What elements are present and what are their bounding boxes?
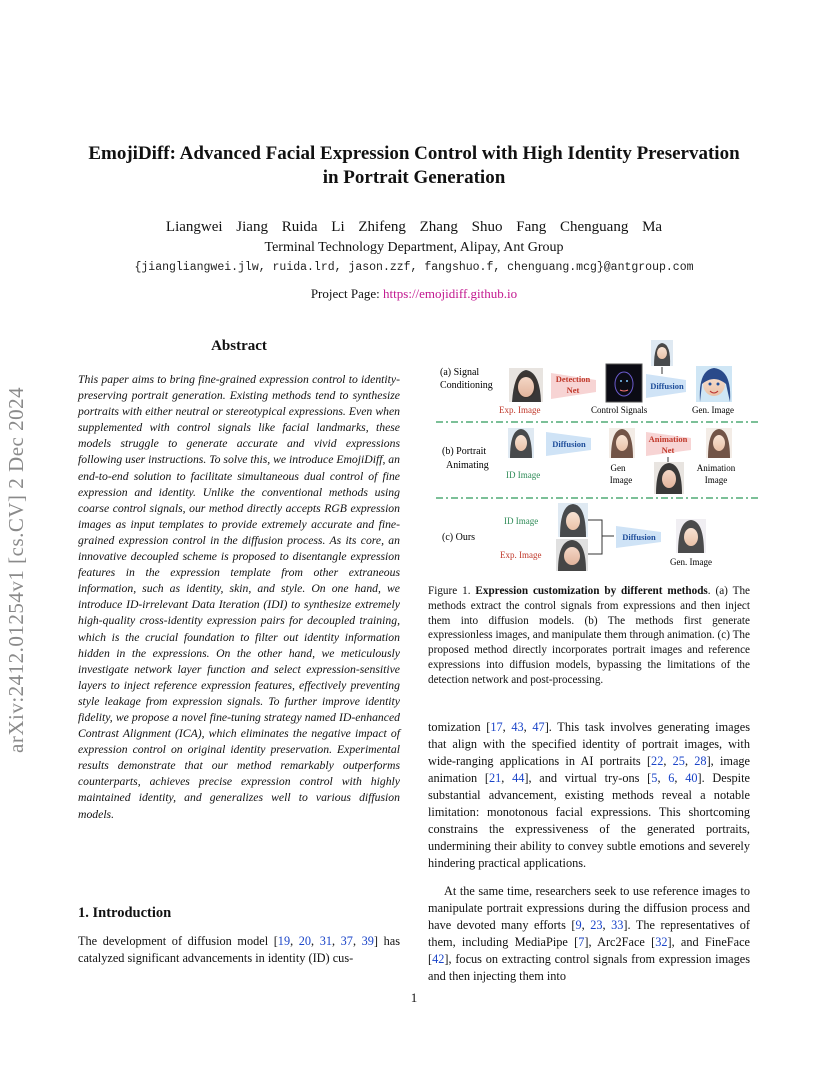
citation-link[interactable]: 25 (672, 754, 685, 768)
text-span: ], Arc2Face [ (584, 935, 656, 949)
cite-list: 9, 23, 33 (575, 918, 624, 932)
id-image-label-b: ID Image (506, 470, 541, 480)
exp-image-a (509, 368, 543, 402)
cite-list: 19, 20, 31, 37, 39 (277, 934, 374, 948)
gen-image-a (696, 366, 732, 402)
row-a-label-2: Conditioning (440, 380, 493, 391)
id-image-c (558, 503, 588, 537)
exp-image-c (556, 539, 588, 571)
title-line-1: EmojiDiff: Advanced Facial Expression Control with High Identity Preservation (88, 143, 740, 164)
row-c-label: (c) Ours (442, 532, 476, 543)
citation-link[interactable]: 33 (611, 918, 624, 932)
citation-link[interactable]: 47 (532, 720, 545, 734)
title-line-2: in Portrait Generation (322, 167, 506, 188)
text-span: ], focus on extracting control signals from expression images and then injecting them into (428, 952, 750, 983)
project-page (60, 286, 768, 302)
citation-link[interactable]: 21 (489, 771, 502, 785)
author-emails: {jiangliangwei.jlw, ruida.lrd, jason.zzf, fangshuo.f, chenguang.mcg}@antgroup.com (134, 261, 694, 274)
text-span: At the same time, researchers seek to use reference images to manipulate portrait expressions during the diffusion process and have devoted many efforts [ (428, 884, 750, 932)
cite-list: 5, 6, 40 (651, 771, 698, 785)
text-span: ], and FineFace [ (428, 935, 750, 966)
citation-link[interactable]: 37 (340, 934, 353, 948)
row-b-label-1: (b) Portrait (442, 446, 487, 457)
diffusion-label-c: Diffusion (622, 532, 656, 542)
animation-net-label-2: Net (661, 445, 675, 455)
citation-link[interactable]: 40 (685, 771, 698, 785)
figure-1-diagram (436, 340, 766, 572)
exp-image-label-c: Exp. Image (500, 550, 542, 560)
detection-net-label-1: Detection (555, 374, 591, 384)
citation-link[interactable]: 23 (590, 918, 603, 932)
gen-image-b (609, 428, 635, 458)
citation-link[interactable]: 31 (319, 934, 332, 948)
gen-image-c (676, 519, 706, 553)
figure-1-caption (428, 584, 750, 688)
animation-image-label-1: Animation (696, 463, 736, 473)
body-paragraph-2 (428, 883, 750, 985)
gen-image-label-a: Gen. Image (692, 405, 734, 415)
body-paragraph-1 (428, 719, 750, 872)
text-span: ], image animation [ (428, 754, 751, 785)
cite-list (655, 935, 667, 949)
diffusion-label-a: Diffusion (650, 381, 684, 391)
text-span: ], and virtual try-ons [ (524, 771, 652, 785)
section-heading-introduction: 1. Introduction (78, 905, 172, 921)
intro-text-end: ] has catalyzed significant advancements in identity (ID) cus- (78, 934, 400, 965)
gen-image-label-b-1: Gen (610, 463, 626, 473)
cite-list: 21, 44 (489, 771, 525, 785)
cite-list (432, 952, 444, 966)
citation-link[interactable]: 44 (512, 771, 525, 785)
figure-1 (436, 340, 766, 572)
citation-link[interactable]: 28 (694, 754, 707, 768)
project-link[interactable]: https://emojidiff.github.io (383, 286, 518, 301)
detection-net-label-2: Net (566, 385, 580, 395)
gen-image-label-c: Gen. Image (670, 557, 712, 567)
control-signals-label: Control Signals (591, 405, 648, 415)
text-span: ]. This task involves generating images that align with the specified identity of portrait images, with wide-ranging applications in AI portraits [ (428, 720, 750, 768)
cite-list: 22, 25, 28 (651, 754, 707, 768)
caption-text: . (a) The methods extract the control signals from expressions and then inject them into diffusion models. (b) The methods first generate expressionless images, and manipulate them through animation. (c) The proposed method directly incorporates portrait images and reference expressions into diffusion models, bypassing the limitations of the detection network and post-processing. (428, 585, 751, 686)
merge-connector (588, 520, 614, 554)
citation-link[interactable]: 19 (277, 934, 291, 948)
text-span: ]. Despite substantial advancement, existing methods reveal a notable limitation: monotonous facial expressions. This shortcoming constrains the expressiveness of the generated portraits, undermining their ability to convey subtle emotions and severely hindering practical applications. (428, 771, 750, 870)
citation-link[interactable]: 22 (651, 754, 664, 768)
page-number: 1 (410, 990, 418, 1005)
control-signal-image (606, 364, 642, 402)
caption-label: Figure 1. (428, 585, 476, 597)
project-label: Project Page: (310, 286, 384, 301)
id-image-b (508, 428, 534, 458)
citation-link[interactable]: 42 (432, 952, 445, 966)
intro-text-start: The development of diffusion model [ (78, 934, 278, 948)
arxiv-sidebar-id: arXiv:2412.01254v1 [cs.CV] 2 Dec 2024 (4, 386, 28, 753)
abstract-text: This paper aims to bring fine-grained expression control to identity-preserving portrait generation. Existing methods tend to synthesize portraits with either neutral or stereotypical expressions. Even when supplemented with control signals like facial landmarks, these models struggle to generate accurate and vivid expressions following user instructions. To solve this, we introduce EmojiDiff, an end-to-end solution to facilitate simultaneous dual control of fine expression and identity. Unlike the conventional methods using coarse control signals, our method directly accepts RGB expression images as input templates to provide extremely accurate and fine-grained expression control in the diffusion process. As its core, an innovative decoupled scheme is proposed to disentangle expression features in the expression template from other extraneous information, such as identity, skin, and style. On one hand, we introduce ID-irrelevant Data Iteration (IDI) to synthesize extremely high-quality cross-identity expression pairs for decoupled training, which is the crucial foundation to filter out identity information hidden in the expressions. On the other hand, we meticulously investigate network layer function and select expression-sensitive layers to inject reference expression features, effectively preventing style leakage from expression signals. To further improve identity fidelity, we propose a novel fine-tuning strategy named ID-enhanced Contrast Alignment (ICA), which eliminates the negative impact of expression control on original identity preservation. Experimental results demonstrate that our method remarkably outperforms counterparts, achieves precise expression control with highly maintained identity, and generalizes well to various diffusion models. (78, 373, 400, 821)
citation-link[interactable]: 39 (361, 934, 374, 948)
id-image-label-c: ID Image (504, 516, 539, 526)
citation-link[interactable]: 9 (575, 918, 582, 932)
abstract-heading: Abstract (211, 338, 267, 354)
text-span: tomization [ (428, 720, 491, 734)
row-a-label-1: (a) Signal (440, 367, 480, 378)
caption-bold: Expression customization by different methods (475, 585, 708, 597)
author-list: Liangwei Jiang Ruida Li Zhifeng Zhang Shuo Fang Chenguang Ma (165, 219, 663, 235)
exp-image-label-a: Exp. Image (499, 405, 541, 415)
affiliation: Terminal Technology Department, Alipay, Ant Group (264, 240, 564, 255)
animation-image-label-2: Image (704, 475, 728, 485)
exp-image-b (654, 462, 684, 494)
citation-link[interactable]: 6 (668, 771, 675, 785)
diffusion-label-b: Diffusion (552, 439, 586, 449)
citation-link[interactable]: 17 (490, 720, 503, 734)
cite-list: 17, 43, 47 (490, 720, 545, 734)
citation-link[interactable]: 7 (578, 935, 585, 949)
id-image-a (651, 340, 673, 366)
citation-link[interactable]: 5 (651, 771, 658, 785)
citation-link[interactable]: 32 (655, 935, 668, 949)
intro-paragraph (78, 933, 400, 967)
citation-link[interactable]: 43 (511, 720, 524, 734)
row-b-label-2: Animating (446, 460, 489, 471)
animation-net-label-1: Animation (648, 434, 688, 444)
gen-image-label-b-2: Image (609, 475, 633, 485)
paper-title (60, 142, 768, 190)
citation-link[interactable]: 20 (298, 934, 312, 948)
text-span: ]. The representatives of them, including MediaPipe [ (428, 918, 750, 949)
animation-image-b (706, 428, 732, 458)
